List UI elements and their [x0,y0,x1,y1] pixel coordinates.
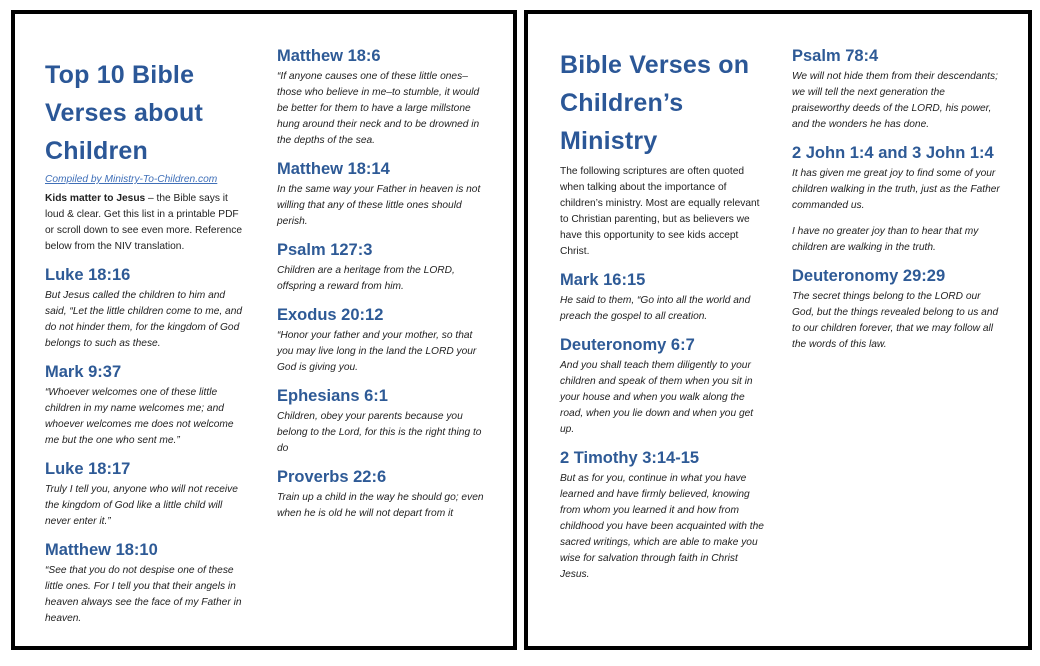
verse-reference: 2 John 1:4 and 3 John 1:4 [792,144,994,162]
verse-text: But Jesus called the children to him and said, “Let the little children come to me, and do not hinder them, for the kingdom of God belongs to such as these. [45,290,243,349]
verse-reference: Exodus 20:12 [277,306,384,324]
verse-block [277,46,487,149]
intro-paragraph: The following scriptures are often quoted when talking about the importance of children’s ministry. Most are equally relevant to Christian parenting, but as believers we have this opportunity to see kids accept Christ. [560,166,760,257]
verse-reference: Proverbs 22:6 [277,468,387,486]
right-page-column-2 [792,46,1002,363]
verse-text: “If anyone causes one of these little ones–those who believe in me–to stumble, it would be better for them to have a large millstone hung around their neck and to be drowned in the depths of the sea. [277,71,480,146]
verse-block [560,270,770,325]
verse-block [277,467,487,522]
verse-text: But as for you, continue in what you have learned and have firmly believed, knowing from whom you learned it and how from childhood you have been acquainted with the sacred writings, which are able to make you wise for salvation through faith in Christ Jesus. [560,473,764,580]
verse-reference: Mark 9:37 [45,363,122,381]
verse-text: “Honor your father and your mother, so that you may live long in the land the LORD your God is giving you. [277,330,477,373]
left-page-column-2 [277,46,487,532]
title-line: Children [45,137,148,165]
title-line: Verses about [45,99,204,127]
left-page [11,10,517,650]
title-line: Top 10 Bible [45,61,195,89]
verse-reference: Luke 18:17 [45,460,131,478]
verse-text: Truly I tell you, anyone who will not receive the kingdom of God like a little child will never enter it.” [45,484,238,527]
verse-block [45,459,245,530]
page-title [45,56,245,170]
verse-block [45,540,245,627]
verse-text: He said to them, “Go into all the world and preach the gospel to all creation. [560,295,751,322]
verse-block [792,266,1002,353]
verse-text: And you shall teach them diligently to your children and speak of them when you sit in your house and when you walk along the road, when you lie down and when you get up. [560,360,754,435]
right-page-column-1 [560,46,770,593]
verse-reference: Deuteronomy 6:7 [560,336,695,354]
title-line: Ministry [560,127,658,155]
verse-block [277,159,487,230]
verse-block [560,335,770,438]
verse-text: “See that you do not despise one of these little ones. For I tell you that their angels in heaven always see the face of my Father in heaven. [45,565,242,624]
right-page [524,10,1032,650]
verse-text: We will not hide them from their descendants; we will tell the next generation the praiseworthy deeds of the LORD, his power, and the wonders he has done. [792,71,998,130]
verse-reference: Matthew 18:14 [277,160,390,178]
title-line: Bible Verses on [560,51,750,79]
verse-reference: Deuteronomy 29:29 [792,267,946,285]
left-page-column-1 [45,56,245,637]
verse-text: It has given me great joy to find some of your children walking in the truth, just as the Father commanded us. [792,168,1000,211]
verse-text: Train up a child in the way he should go; even when he is old he will not depart from it [277,492,484,519]
page-title [560,46,770,160]
verse-text: The secret things belong to the LORD our God, but the things revealed belong to us and to our children forever, that we may follow all the words of this law. [792,291,999,350]
verse-reference: Ephesians 6:1 [277,387,388,405]
verse-reference: Psalm 127:3 [277,241,373,259]
verse-reference: Luke 18:16 [45,266,131,284]
verse-reference: Matthew 18:6 [277,47,381,65]
verse-reference: Mark 16:15 [560,271,646,289]
verse-block [792,46,1002,133]
verse-block [277,240,487,295]
verse-block [45,265,245,352]
verse-text: Children, obey your parents because you belong to the Lord, for this is the right thing to do [277,411,482,454]
verse-text: Children are a heritage from the LORD, offspring a reward from him. [277,265,455,292]
verse-text: In the same way your Father in heaven is not willing that any of these little ones should perish. [277,184,481,227]
verse-text: “Whoever welcomes one of these little children in my name welcomes me; and whoever welcomes me does not welcome me but the one who sent me.” [45,387,234,446]
verse-block [277,386,487,457]
verse-block [560,448,770,583]
verse-reference: 2 Timothy 3:14-15 [560,449,700,467]
intro-paragraph [45,191,245,255]
verse-block [45,362,245,449]
verse-block [277,305,487,376]
verse-text: I have no greater joy than to hear that my children are walking in the truth. [792,226,979,253]
verse-reference: Psalm 78:4 [792,47,879,65]
title-line: Children’s [560,89,684,117]
intro-bold: Kids matter to Jesus [45,193,146,204]
compiled-by-link[interactable]: Compiled by Ministry-To-Children.com [45,174,218,185]
verse-reference: Matthew 18:10 [45,541,158,559]
intro-text: – the Bible says it loud & clear. Get this list in a printable PDF or scroll down to see even more. Reference below from the NIV translation. [45,193,243,252]
verse-block [792,143,1002,256]
